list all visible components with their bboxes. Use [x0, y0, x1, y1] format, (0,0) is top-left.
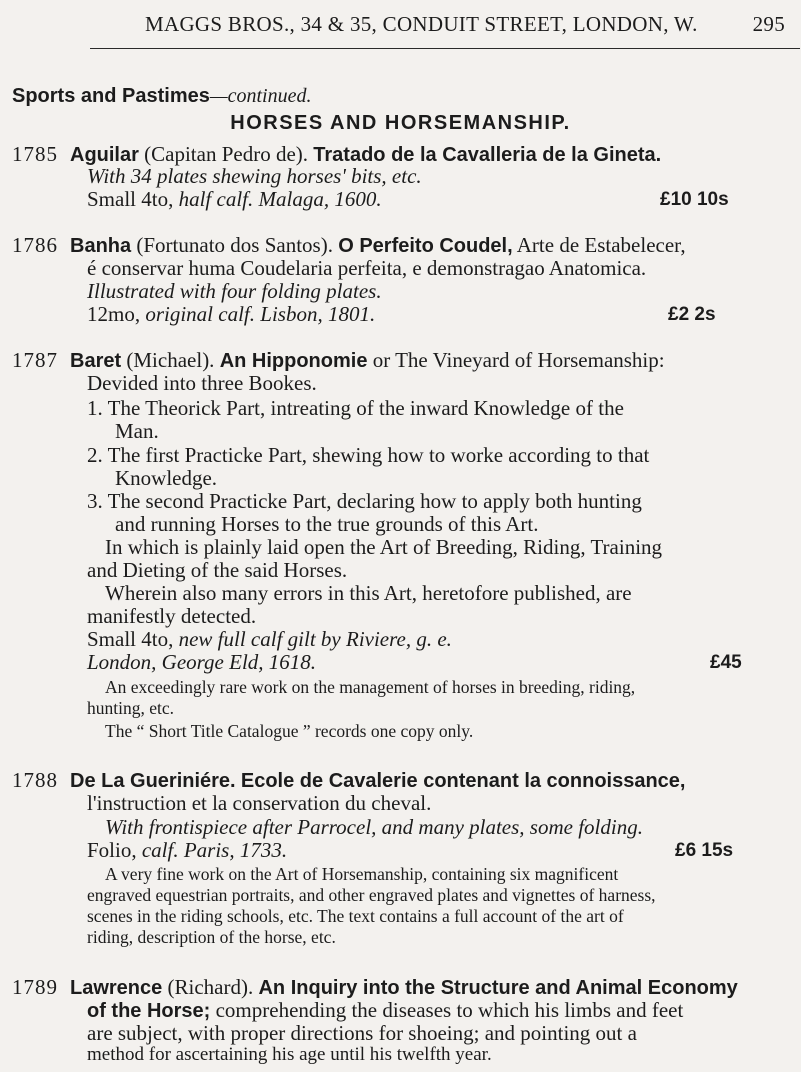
price: £2 2s — [668, 304, 716, 325]
price: £45 — [710, 652, 742, 673]
imprint: Malaga, 1600. — [253, 187, 382, 211]
binding: new full calf gilt by Riviere, g. e. — [178, 627, 452, 651]
entry-line: manifestly detected. — [87, 604, 257, 628]
entry-line — [87, 998, 683, 1023]
format: Small 4to, — [87, 187, 179, 211]
running-header — [145, 12, 785, 37]
section-heading — [12, 85, 312, 108]
author: Banha — [70, 235, 132, 257]
note-line: riding, description of the horse, etc. — [87, 927, 336, 947]
author: Baret — [70, 350, 122, 372]
entry-heading — [70, 975, 738, 1000]
entry-format — [87, 838, 287, 863]
price: £10 10s — [660, 189, 729, 210]
price: £6 15s — [675, 840, 734, 861]
note-line: An exceedingly rare work on the management of horses in breeding, riding, — [105, 677, 636, 697]
entry-line: 2. The first Practicke Part, shewing how to worke according to that — [87, 443, 650, 467]
entry-line: 1. The Theorick Part, intreating of the inward Knowledge of the — [87, 396, 624, 420]
author: De La Gueriniére. — [70, 770, 236, 792]
binding: calf. Paris, 1733. — [141, 838, 288, 862]
entry-line: Knowledge. — [115, 466, 218, 490]
entry-format — [87, 302, 375, 327]
format: Small 4to, — [87, 627, 179, 651]
binding: half calf. — [178, 187, 254, 211]
entry-line: Man. — [115, 419, 159, 443]
entry-line: and Dieting of the said Horses. — [87, 558, 348, 582]
note-line: A very fine work on the Art of Horsemanship, containing six magnificent — [105, 864, 619, 884]
title-detail: Arte de Estabelecer, — [512, 233, 686, 257]
title: Tratado de la Cavalleria de la Gineta. — [313, 144, 662, 166]
title: An Inquiry into the Structure and Animal Economy — [258, 977, 738, 999]
title-continued: of the Horse; — [87, 1000, 211, 1022]
entry-line: With frontispiece after Parrocel, and many plates, some folding. — [105, 815, 643, 839]
entry-line: Devided into three Bookes. — [87, 371, 317, 395]
title-detail: or The Vineyard of Horsemanship: — [367, 348, 665, 372]
header-rule — [90, 48, 800, 49]
entry-format — [87, 627, 452, 652]
binding: original calf. Lisbon, 1801. — [145, 302, 376, 326]
title: An Hipponomie — [219, 350, 368, 372]
entry-line: In which is plainly laid open the Art of Breeding, Riding, Training — [105, 535, 663, 559]
author: Aguilar — [70, 144, 139, 166]
subsection-heading: HORSES AND HORSEMANSHIP. — [230, 112, 571, 134]
lot-number: 1788 — [12, 768, 58, 792]
entry-line: With 34 plates shewing horses' bits, etc. — [87, 164, 422, 188]
running-head: MAGGS BROS., 34 & 35, CONDUIT STREET, LONDON, W. — [145, 12, 698, 36]
note-line: hunting, etc. — [87, 698, 174, 718]
page-number: 295 — [752, 12, 785, 36]
title-detail: comprehending the diseases to which his limbs and feet — [210, 998, 684, 1022]
lot-number: 1785 — [12, 142, 58, 166]
author-detail: (Capitan Pedro de). — [138, 142, 309, 166]
entry-line: are subject, with proper directions for shoeing; and pointing out a — [87, 1021, 637, 1045]
entry-line: method for ascertaining his age until his twelfth year. — [87, 1044, 492, 1065]
note-line: The “ Short Title Catalogue ” records one copy only. — [105, 721, 474, 741]
section-title: Sports and Pastimes — [12, 85, 210, 107]
note-line: scenes in the riding schools, etc. The text contains a full account of the art of — [87, 906, 624, 926]
entry-heading — [70, 233, 686, 258]
entry-line: é conservar huma Coudelaria perfeita, e demonstragao Anatomica. — [87, 256, 647, 280]
entry-line: 3. The second Practicke Part, declaring how to apply both hunting — [87, 489, 642, 513]
entry-heading — [70, 348, 665, 373]
author-detail: (Fortunato dos Santos). — [131, 233, 333, 257]
section-continued: —continued. — [209, 85, 312, 107]
title: O Perfeito Coudel, — [338, 235, 513, 257]
author-detail: (Richard). — [162, 975, 254, 999]
entry-format — [87, 187, 382, 212]
format: 12mo, — [87, 302, 146, 326]
author: Lawrence — [70, 977, 163, 999]
title: Ecole de Cavalerie contenant la connoissance, — [240, 770, 686, 792]
note-line: engraved equestrian portraits, and other engraved plates and vignettes of harness, — [87, 885, 656, 905]
entry-line: Illustrated with four folding plates. — [87, 279, 382, 303]
entry-line: and running Horses to the true grounds of this Art. — [115, 512, 539, 536]
entry-line: Wherein also many errors in this Art, heretofore published, are — [105, 581, 632, 605]
format: Folio, — [87, 838, 142, 862]
lot-number: 1786 — [12, 233, 58, 257]
entry-line: l'instruction et la conservation du cheval. — [87, 791, 432, 815]
imprint: London, George Eld, 1618. — [87, 650, 317, 674]
lot-number: 1789 — [12, 975, 58, 999]
entry-heading — [70, 768, 685, 793]
lot-number: 1787 — [12, 348, 58, 372]
author-detail: (Michael). — [121, 348, 215, 372]
